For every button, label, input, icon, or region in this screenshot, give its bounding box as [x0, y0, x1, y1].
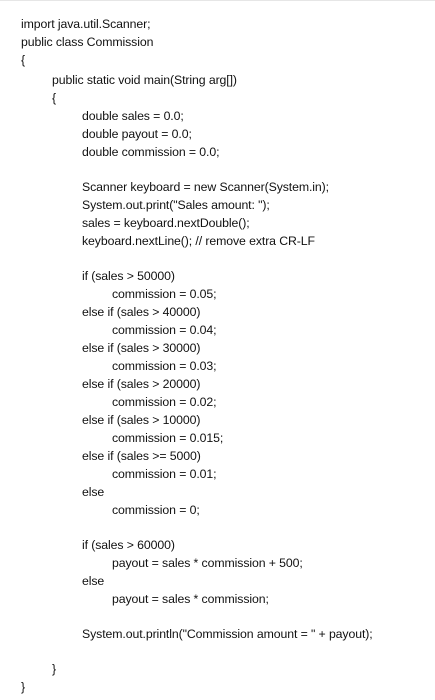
code-line: commission = 0.03; [112, 359, 217, 373]
code-line: sales = keyboard.nextDouble(); [82, 216, 250, 230]
code-line: System.out.println("Commission amount = " + payout); [82, 627, 373, 641]
code-line: commission = 0.05; [112, 287, 217, 301]
code-line: System.out.print("Sales amount: "); [82, 198, 270, 212]
code-line: commission = 0.04; [112, 323, 217, 337]
code-line: commission = 0.01; [112, 467, 217, 481]
code-line: import java.util.Scanner; [21, 17, 151, 31]
code-line: payout = sales * commission + 500; [112, 556, 303, 570]
code-line: public class Commission [21, 35, 154, 49]
code-line: commission = 0.02; [112, 395, 217, 409]
code-line: else [82, 485, 105, 499]
code-line: else if (sales >= 5000) [82, 449, 201, 463]
code-line: commission = 0.015; [112, 431, 224, 445]
code-line: Scanner keyboard = new Scanner(System.in); [82, 180, 329, 194]
code-line: { [52, 91, 57, 105]
code-line: double payout = 0.0; [82, 127, 192, 141]
code-line: if (sales > 60000) [82, 538, 175, 552]
code-line: else if (sales > 20000) [82, 377, 201, 391]
code-line: double sales = 0.0; [82, 109, 184, 123]
code-line: } [52, 662, 57, 676]
code-line: { [21, 53, 26, 67]
code-line: keyboard.nextLine(); // remove extra CR-LF [82, 234, 315, 248]
code-line: double commission = 0.0; [82, 145, 220, 159]
code-line: else if (sales > 30000) [82, 341, 201, 355]
code-line: else [82, 574, 105, 588]
code-line: commission = 0; [112, 503, 200, 517]
code-line: } [21, 680, 26, 694]
code-line: else if (sales > 10000) [82, 413, 201, 427]
code-line: else if (sales > 40000) [82, 305, 201, 319]
code-line: payout = sales * commission; [112, 592, 269, 606]
code-line: if (sales > 50000) [82, 269, 175, 283]
code-line: public static void main(String arg[]) [52, 73, 237, 87]
